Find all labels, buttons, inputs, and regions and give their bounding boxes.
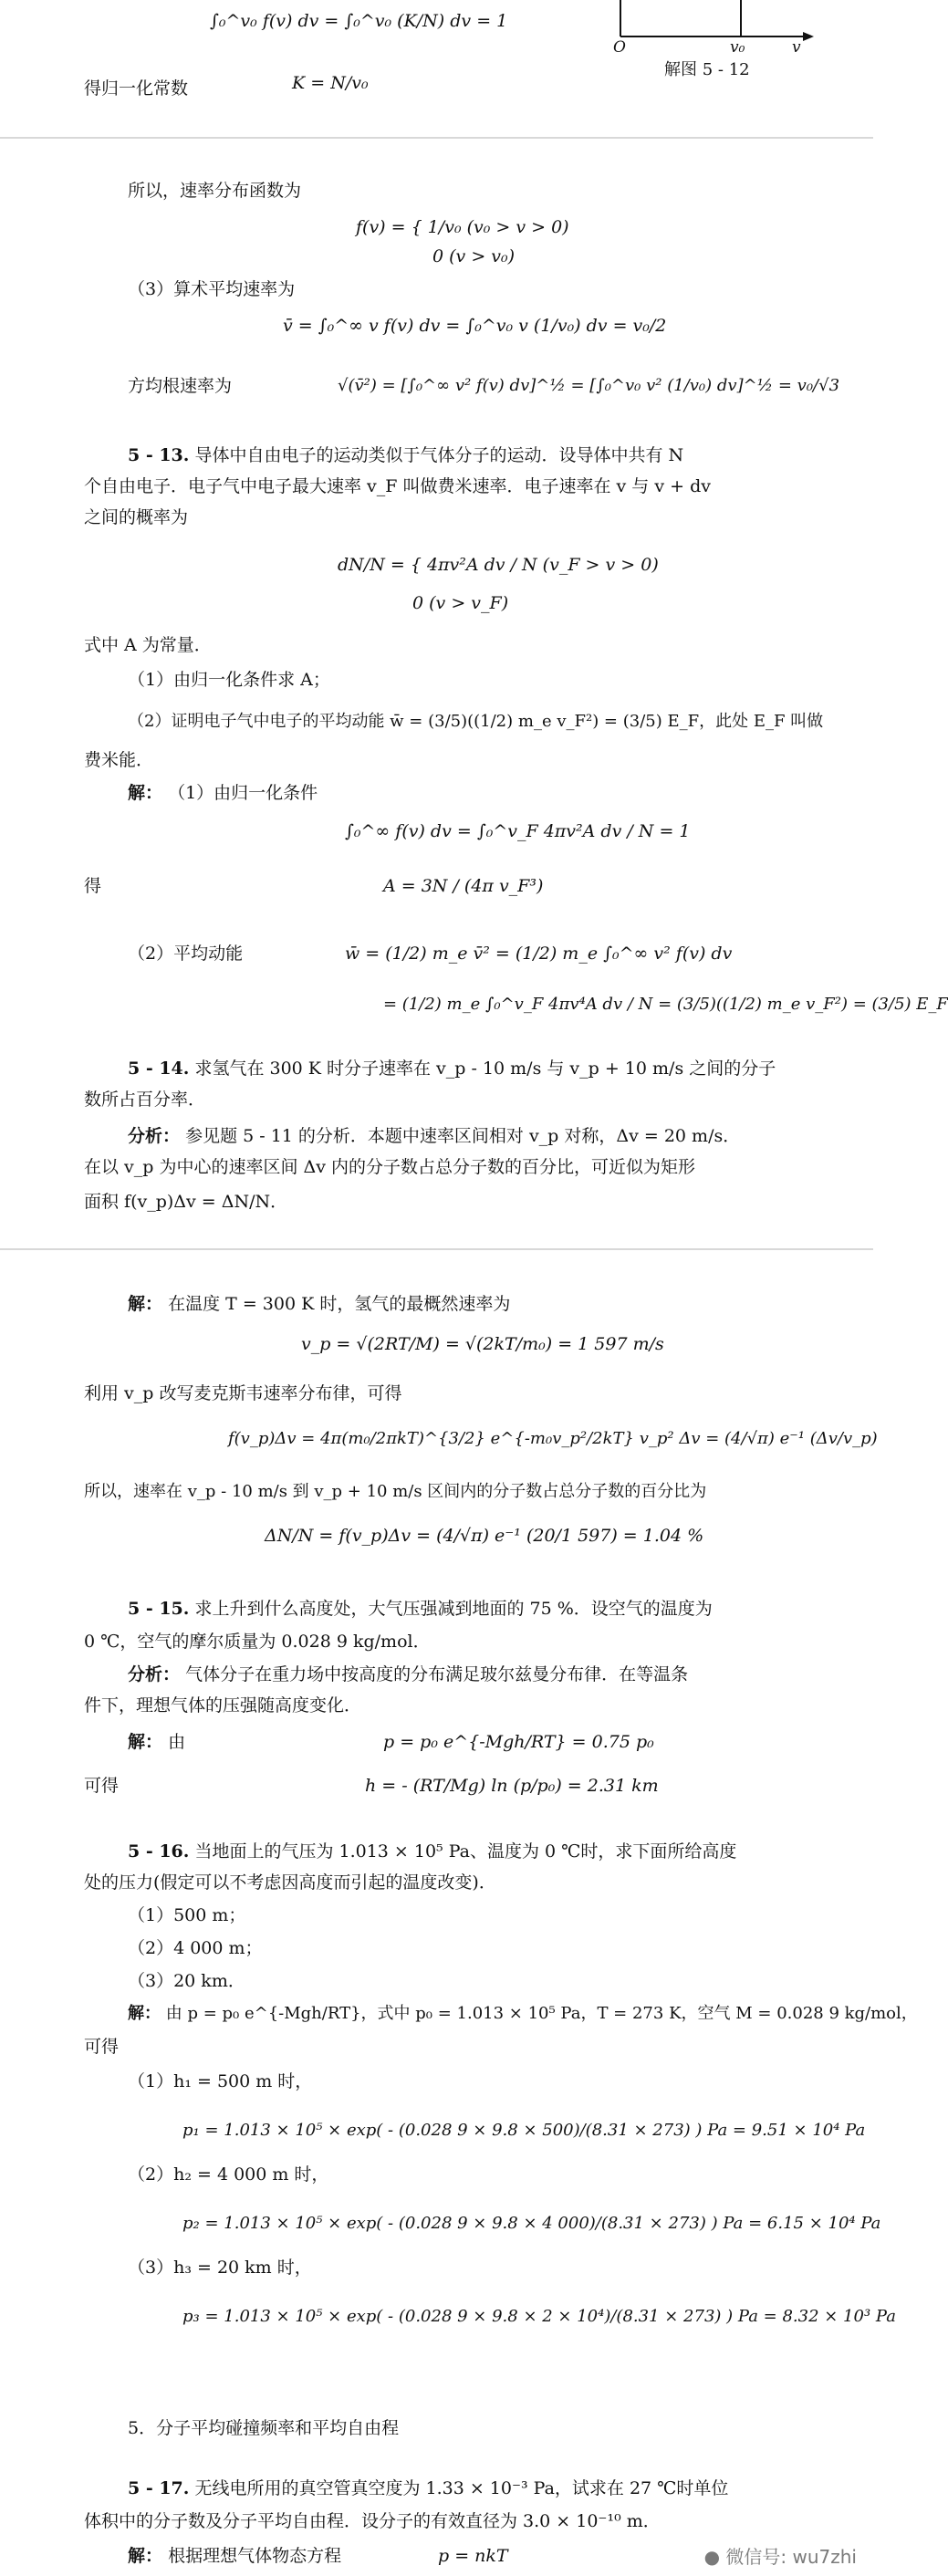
case-height-3: （3）h₃ = 20 km 时， xyxy=(128,2258,312,2278)
solution-step: 由 xyxy=(168,1732,186,1752)
subquestion-1: （1）由归一化条件求 A； xyxy=(128,670,330,690)
solution-step: 在温度 T = 300 K 时，氢气的最概然速率为 xyxy=(168,1294,511,1314)
subquestion-2: （2）4 000 m； xyxy=(128,1938,263,1958)
kinetic-energy-equation-2: = (1/2) m_e ∫₀^v_F 4πv⁴A dv / N = (3/5)((1/2) m_e v_F²) = (3/5) E_F xyxy=(383,995,948,1014)
distribution-case-2: 0 (v > v₀) xyxy=(432,246,516,266)
problem-text: 0 ℃，空气的摩尔质量为 0.028 9 kg/mol． xyxy=(84,1632,431,1652)
solution-label: 解： xyxy=(128,783,163,803)
pressure-ratio-equation: p = p₀ e^{-Mgh/RT} = 0.75 p₀ xyxy=(383,1732,654,1752)
problem-number: 5 - 13. xyxy=(128,445,190,465)
solution-step: （1）由归一化条件 xyxy=(168,783,318,803)
axis-origin-label: O xyxy=(613,38,626,57)
solution-label: 解： xyxy=(128,2546,163,2566)
analysis-text: 参见题 5 - 11 的分析．本题中速率区间相对 v_p 对称，Δv = 20 m/s． xyxy=(185,1126,741,1146)
result-label: 可得 xyxy=(84,2037,120,2057)
problem-text: 求氢气在 300 K 时分子速率在 v_p - 10 m/s 与 v_p + 10 m/s 之间的分子 xyxy=(194,1059,776,1079)
case-height-1: （1）h₁ = 500 m 时， xyxy=(128,2071,313,2091)
pressure-equation-3: p₃ = 1.013 × 10⁵ × exp( - (0.028 9 × 9.8 × 2 × 10⁴)/(8.31 × 273) ) Pa = 8.32 × 10³ Pa xyxy=(182,2307,896,2326)
rms-speed-label: 方均根速率为 xyxy=(128,376,233,396)
problem-text: 无线电所用的真空管真空度为 1.33 × 10⁻³ Pa，试求在 27 ℃时单位 xyxy=(194,2478,729,2498)
mean-speed-equation: v̄ = ∫₀^∞ v f(v) dv = ∫₀^v₀ v (1/v₀) dv = v₀/2 xyxy=(283,316,667,336)
subquestion-2: （2）证明电子气中电子的平均动能 w̄ = (3/5)((1/2) m_e v_F²) = (3/5) E_F，此处 E_F 叫做 xyxy=(128,712,824,731)
solution-label: 解： xyxy=(128,2004,161,2023)
problem-number: 5 - 15. xyxy=(128,1599,190,1619)
maxwell-distribution-equation: f(v_p)Δv = 4π(m₀/2πkT)^{3/2} e^{-m₀v_p²/2kT} v_p² Δv = (4/√π) e⁻¹ (Δv/v_p) xyxy=(228,1429,878,1448)
problem-number: 5 - 16. xyxy=(128,1841,190,1862)
axis-v-label: v xyxy=(792,38,801,57)
subquestion-1: （1）500 m； xyxy=(128,1905,246,1925)
problem-number: 5 - 17. xyxy=(128,2478,190,2498)
normalization-constant-equation: K = N/v₀ xyxy=(292,73,369,93)
analysis-label: 分析： xyxy=(128,1126,181,1146)
kinetic-energy-label: （2）平均动能 xyxy=(128,944,244,964)
probability-case-2: 0 (v > v_F) xyxy=(412,593,509,613)
section-heading: 5．分子平均碰撞频率和平均自由程 xyxy=(128,2418,400,2438)
problem-text: 处的压力(假定可以不考虑因高度而引起的温度改变)． xyxy=(84,1872,496,1893)
solution-step: 所以，速率在 v_p - 10 m/s 到 v_p + 10 m/s 区间内的分子数占总分子数的百分比为 xyxy=(84,1482,707,1501)
solution-label: 解： xyxy=(128,1732,163,1752)
wechat-watermark xyxy=(704,2542,857,2569)
normalization-constant-label: 得归一化常数 xyxy=(84,78,189,99)
most-probable-speed-equation: v_p = √(2RT/M) = √(2kT/m₀) = 1 597 m/s xyxy=(301,1334,664,1354)
subquestion-2-cont: 费米能． xyxy=(84,750,154,770)
problem-text: 体积中的分子数及分子平均自由程．设分子的有效直径为 3.0 × 10⁻¹⁰ m． xyxy=(84,2511,661,2531)
percentage-result-equation: ΔN/N = f(v_p)Δv = (4/√π) e⁻¹ (20/1 597) = 1.04 % xyxy=(265,1526,704,1546)
height-result-equation: h = - (RT/Mg) ln (p/p₀) = 2.31 km xyxy=(365,1776,659,1796)
kinetic-energy-equation-1: w̄ = (1/2) m_e v̄² = (1/2) m_e ∫₀^∞ v² f(v) dv xyxy=(345,944,733,964)
analysis-text: 面积 f(v_p)Δv = ΔN/N． xyxy=(84,1192,288,1212)
solution-label: 解： xyxy=(128,1294,163,1314)
problem-text: 个自由电子．电子气中电子最大速率 v_F 叫做费米速率．电子速率在 v 与 v + dv xyxy=(84,476,711,496)
watermark-text: 微信号: wu7zhi xyxy=(725,2546,857,2568)
figure-caption: 解图 5 - 12 xyxy=(664,60,750,79)
figure-axis-x-arrow xyxy=(803,32,814,41)
result-label: 得 xyxy=(84,876,102,896)
probability-case-1: dN/N = { 4πv²A dv / N (v_F > v > 0) xyxy=(338,555,659,575)
distribution-intro: 所以，速率分布函数为 xyxy=(128,181,302,201)
normalization-equation: ∫₀^v₀ f(v) dv = ∫₀^v₀ (K/N) dv = 1 xyxy=(210,11,508,31)
solution-step: 由 p = p₀ e^{-Mgh/RT}，式中 p₀ = 1.013 × 10⁵ Pa，T = 273 K，空气 M = 0.028 9 kg/mol， xyxy=(165,2004,918,2023)
problem-number: 5 - 14. xyxy=(128,1059,190,1079)
solution-step: 利用 v_p 改写麦克斯韦速率分布律，可得 xyxy=(84,1383,402,1403)
analysis-text: 件下，理想气体的压强随高度变化． xyxy=(84,1695,362,1716)
wechat-icon: ● xyxy=(703,2546,721,2568)
constant-note: 式中 A 为常量． xyxy=(84,635,212,655)
case-height-2: （2）h₂ = 4 000 m 时， xyxy=(128,2164,329,2185)
problem-text: 数所占百分率． xyxy=(84,1090,206,1110)
subquestion-3: （3）20 km． xyxy=(128,1971,245,1991)
ideal-gas-equation: p = nkT xyxy=(438,2546,508,2566)
analysis-label: 分析： xyxy=(128,1664,181,1684)
solution-step: 根据理想气体物态方程 xyxy=(168,2546,342,2566)
distribution-case-1: f(v) = { 1/v₀ (v₀ > v > 0) xyxy=(356,217,569,237)
analysis-text: 在以 v_p 为中心的速率区间 Δv 内的分子数占总分子数的百分比，可近似为矩形 xyxy=(84,1157,696,1177)
normalization-equation-2: ∫₀^∞ f(v) dv = ∫₀^v_F 4πv²A dv / N = 1 xyxy=(345,821,691,841)
page-divider xyxy=(0,1248,873,1250)
problem-text: 当地面上的气压为 1.013 × 10⁵ Pa、温度为 0 ℃时，求下面所给高度 xyxy=(194,1841,737,1862)
page-divider xyxy=(0,137,873,139)
axis-v0-label: v₀ xyxy=(730,38,745,57)
constant-a-equation: A = 3N / (4π v_F³) xyxy=(383,876,544,896)
pressure-equation-2: p₂ = 1.013 × 10⁵ × exp( - (0.028 9 × 9.8 × 4 000)/(8.31 × 273) ) Pa = 6.15 × 10⁴ Pa xyxy=(182,2214,881,2233)
result-label: 可得 xyxy=(84,1776,120,1796)
pressure-equation-1: p₁ = 1.013 × 10⁵ × exp( - (0.028 9 × 9.8 × 500)/(8.31 × 273) ) Pa = 9.51 × 10⁴ Pa xyxy=(182,2121,866,2140)
rms-speed-equation: √(v̄²) = [∫₀^∞ v² f(v) dv]^½ = [∫₀^v₀ v² (1/v₀) dv]^½ = v₀/√3 xyxy=(338,376,840,395)
problem-text: 导体中自由电子的运动类似于气体分子的运动．设导体中共有 N xyxy=(194,445,684,465)
problem-text: 求上升到什么高度处，大气压强减到地面的 75 %．设空气的温度为 xyxy=(194,1599,713,1619)
mean-speed-label: （3）算术平均速率为 xyxy=(128,279,296,299)
problem-text: 之间的概率为 xyxy=(84,507,189,527)
analysis-text: 气体分子在重力场中按高度的分布满足玻尔兹曼分布律．在等温条 xyxy=(185,1664,689,1684)
